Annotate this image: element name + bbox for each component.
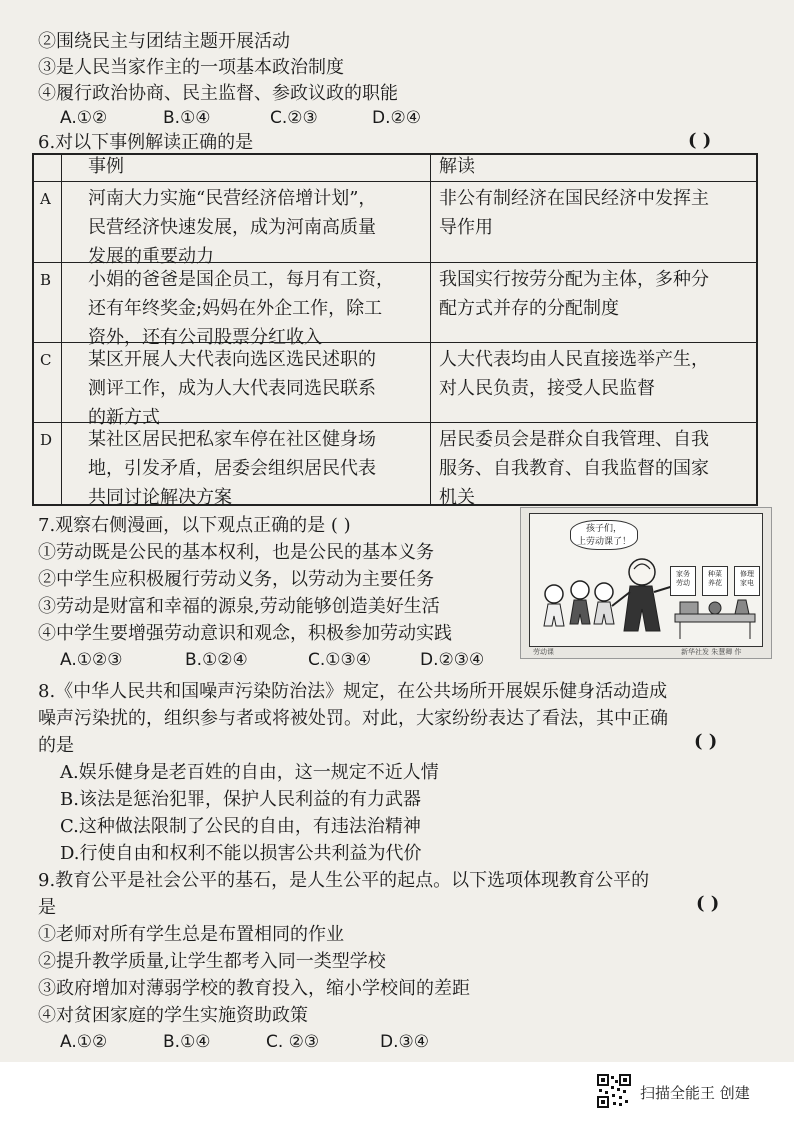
q5-item-3: ③是人民当家作主的一项基本政治制度 [38, 57, 344, 78]
q9-item-3: ③政府增加对薄弱学校的教育投入，缩小学校间的差距 [38, 978, 470, 999]
q7-item-2: ②中学生应积极履行劳动义务，以劳动为主要任务 [38, 569, 434, 590]
row-letter: A [34, 182, 62, 262]
sign-repair: 修理 家电 [734, 566, 760, 596]
cartoon-caption-title: 劳动课 [533, 648, 554, 656]
q5-item-4: ④履行政治协商、民主监督、参政议政的职能 [38, 83, 398, 104]
q7-item-4: ④中学生要增强劳动意识和观念，积极参加劳动实践 [38, 623, 452, 644]
qr-code-icon [597, 1074, 631, 1108]
table-row [34, 181, 756, 267]
cartoon-caption-credit: 新华社发 朱慧卿 作 [681, 648, 742, 656]
row-case: 河南大力实施“民营经济倍增计划”， 民营经济快速发展，成为河南高质量 发展的重要动力 [62, 182, 431, 262]
table-row [34, 262, 756, 348]
q9-option-c: C. ②③ [266, 1032, 320, 1052]
q8-option-c: C.这种做法限制了公民的自由，有违法治精神 [60, 816, 421, 837]
row-letter: D [34, 423, 62, 504]
row-reading: 非公有制经济在国民经济中发挥主 导作用 [439, 188, 709, 238]
q9-item-2: ②提升教学质量,让学生都考入同一类型学校 [38, 951, 386, 972]
q6-stem: 6.对以下事例解读正确的是 [38, 132, 254, 153]
q7-option-c: C.①③④ [308, 650, 371, 670]
q5-item-2: ②围绕民主与团结主题开展活动 [38, 31, 290, 52]
q8-option-b: B.该法是惩治犯罪，保护人民利益的有力武器 [60, 789, 421, 810]
q9-option-b: B.①④ [163, 1032, 211, 1052]
q7-item-1: ①劳动既是公民的基本权利，也是公民的基本义务 [38, 542, 434, 563]
q5-option-d: D.②④ [372, 108, 421, 128]
labor-cartoon-image [520, 507, 772, 659]
row-reading: 我国实行按劳分配为主体，多种分 配方式并存的分配制度 [439, 269, 709, 319]
row-letter: B [34, 263, 62, 342]
q9-stem-line2: 是 [38, 897, 56, 918]
q8-stem-line1: 8.《中华人民共和国噪声污染防治法》规定，在公共场所开展娱乐健身活动造成 [38, 681, 668, 702]
q7-stem: 7.观察右侧漫画，以下观点正确的是 ( ) [38, 515, 351, 536]
table-header-row [34, 155, 756, 181]
q9-option-a: A.①② [60, 1032, 108, 1052]
row-case: 某社区居民把私家车停在社区健身场 地，引发矛盾，居委会组织居民代表 共同讨论解决方案 [62, 423, 431, 504]
speech-bubble: 孩子们， 上劳动课了！ [570, 520, 638, 550]
q8-stem-line2: 噪声污染扰的，组织参与者或将被处罚。对此，大家纷纷表达了看法，其中正确 [38, 708, 668, 729]
q7-item-3: ③劳动是财富和幸福的源泉,劳动能够创造美好生活 [38, 596, 440, 617]
table-row [34, 422, 756, 508]
q8-option-d: D.行使自由和权利不能以损害公共利益为代价 [60, 843, 422, 864]
q5-option-c: C.②③ [270, 108, 318, 128]
q8-answer-paren: ( ) [694, 731, 718, 752]
sign-gardening: 种菜 养花 [702, 566, 728, 596]
q7-option-d: D.②③④ [420, 650, 485, 670]
q9-stem-line1: 9.教育公平是社会公平的基石，是人生公平的起点。以下选项体现教育公平的 [38, 870, 650, 891]
q9-item-1: ①老师对所有学生总是布置相同的作业 [38, 924, 344, 945]
q9-answer-paren: ( ) [696, 893, 720, 914]
q5-option-b: B.①④ [163, 108, 211, 128]
header-reading: 解读 [439, 156, 475, 177]
row-reading: 人大代表均由人民直接选举产生， 对人民负责，接受人民监督 [439, 349, 709, 399]
scanner-watermark: 扫描全能王 创建 [640, 1084, 750, 1102]
q8-option-a: A.娱乐健身是老百姓的自由，这一规定不近人情 [60, 762, 439, 783]
q9-option-d: D.③④ [380, 1032, 429, 1052]
sign-housework: 家务 劳动 [670, 566, 696, 596]
table-row [34, 342, 756, 428]
row-letter: C [34, 343, 62, 422]
q7-option-b: B.①②④ [185, 650, 248, 670]
row-case: 某区开展人大代表向选区选民述职的 测评工作，成为人大代表同选民联系 的新方式 [62, 343, 431, 422]
q5-option-a: A.①② [60, 108, 108, 128]
header-case: 事例 [62, 155, 431, 181]
q9-item-4: ④对贫困家庭的学生实施资助政策 [38, 1005, 308, 1026]
q6-answer-paren: ( ) [688, 130, 712, 151]
q7-option-a: A.①②③ [60, 650, 123, 670]
row-reading: 居民委员会是群众自我管理、自我 服务、自我教育、自我监督的国家 机关 [439, 429, 709, 508]
q6-table [32, 153, 758, 506]
q8-stem-line3: 的是 [38, 735, 74, 756]
row-case: 小娟的爸爸是国企员工，每月有工资， 还有年终奖金;妈妈在外企工作，除工 资外，还有公司股票分红收入 [62, 263, 431, 342]
